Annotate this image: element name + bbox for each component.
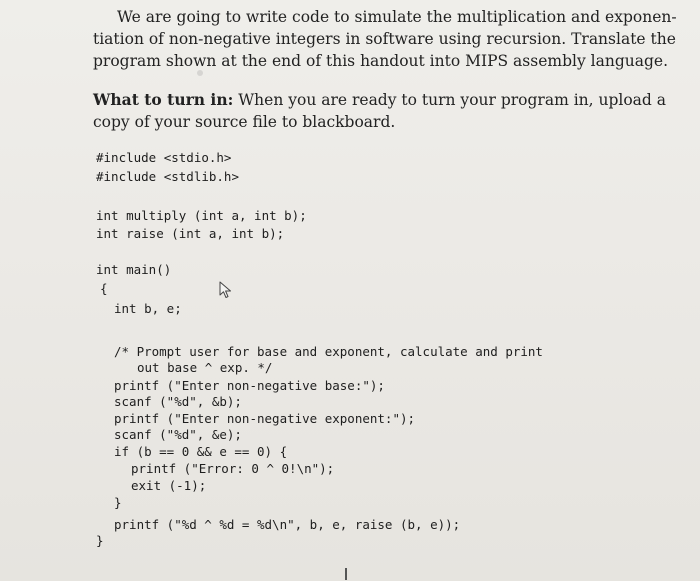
intro-line-1: We are going to write code to simulate the multiplication and exponen- xyxy=(117,8,677,26)
intro-line-2: tiation of non-negative integers in software using recursion. Translate the xyxy=(93,30,676,48)
code-printf-result: printf ("%d ^ %d = %d\n", b, e, raise (b, e)); xyxy=(114,517,461,532)
code-printf-error: printf ("Error: 0 ^ 0!\n"); xyxy=(131,461,335,476)
code-decl-raise: int raise (int a, int b); xyxy=(96,226,285,241)
code-scanf-b: scanf ("%d", &b); xyxy=(114,394,242,409)
intro-paragraph xyxy=(93,6,677,72)
page-edge-mark xyxy=(345,568,347,580)
code-var-decl: int b, e; xyxy=(114,301,182,316)
turn-in-line-1 xyxy=(93,89,667,111)
code-main-signature: int main() xyxy=(96,262,172,277)
code-include-stdlib: #include <stdlib.h> xyxy=(96,169,239,184)
turn-in-heading: What to turn in: xyxy=(93,90,234,109)
code-close-if: } xyxy=(114,495,122,510)
code-close-main: } xyxy=(96,533,104,548)
code-if-statement: if (b == 0 && e == 0) { xyxy=(114,444,288,459)
code-decl-multiply: int multiply (int a, int b); xyxy=(96,208,307,223)
code-open-brace: { xyxy=(100,281,108,296)
code-comment-line-2: out base ^ exp. */ xyxy=(137,360,273,375)
code-exit-call: exit (-1); xyxy=(131,478,207,493)
turn-in-paragraph xyxy=(93,89,667,133)
turn-in-line-2: copy of your source file to blackboard. xyxy=(93,113,396,131)
mouse-pointer-icon xyxy=(218,281,234,299)
code-include-stdio: #include <stdio.h> xyxy=(96,150,232,165)
code-comment-line-1: /* Prompt user for base and exponent, calculate and print xyxy=(114,344,543,359)
code-printf-base: printf ("Enter non-negative base:"); xyxy=(114,378,385,393)
intro-line-3: program shown at the end of this handout into MIPS assembly language. xyxy=(93,52,668,70)
code-printf-exponent: printf ("Enter non-negative exponent:"); xyxy=(114,411,416,426)
turn-in-line-1-text: When you are ready to turn your program in, upload a xyxy=(233,91,667,109)
code-scanf-e: scanf ("%d", &e); xyxy=(114,427,242,442)
paper-smudge xyxy=(197,70,203,76)
